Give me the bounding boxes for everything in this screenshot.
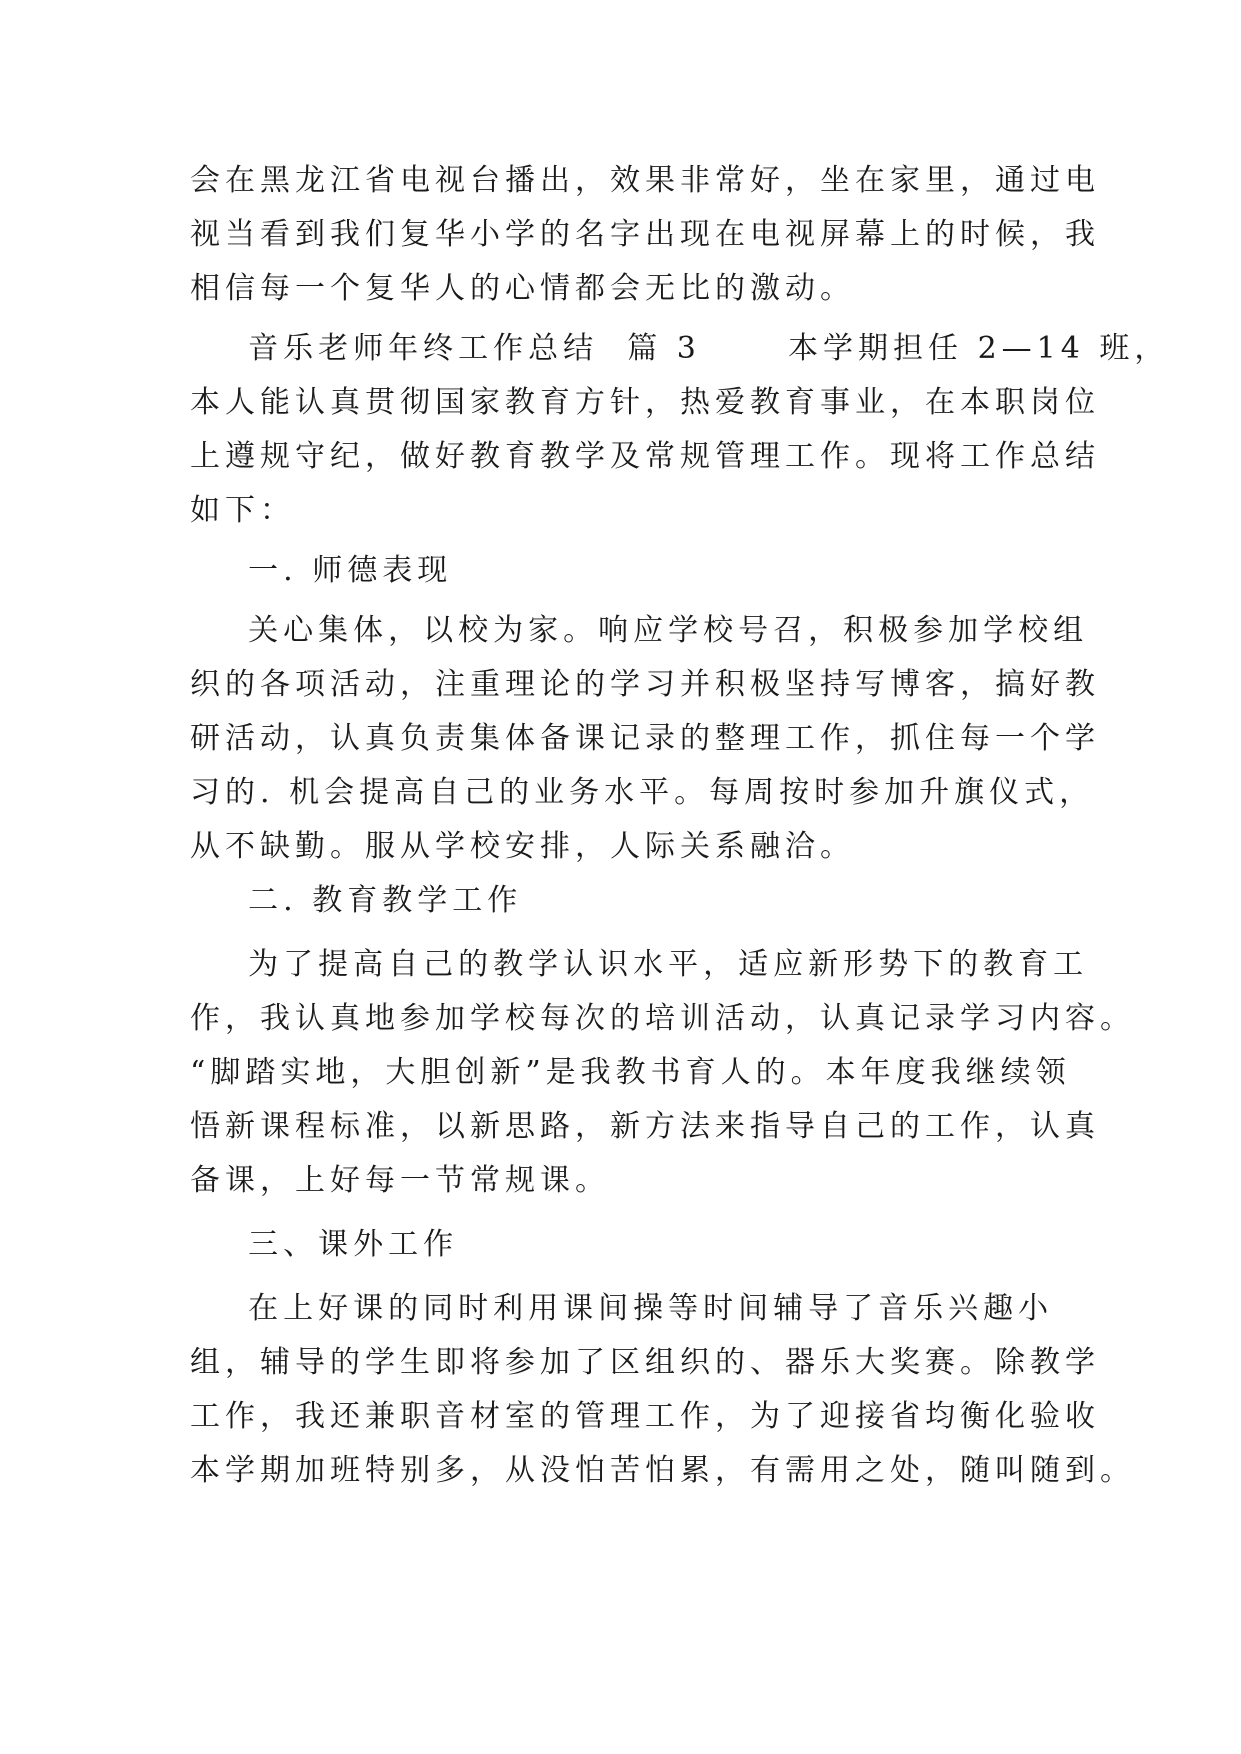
text-line: 关心集体，以校为家。响应学校号召，积极参加学校组 <box>190 613 1089 648</box>
text-line: 习的. 机会提高自己的业务水平。每周按时参加升旗仪式， <box>190 775 1095 810</box>
text-line: 为了提高自己的教学认识水平，适应新形势下的教育工 <box>190 947 1089 982</box>
section-heading: 二. 教育教学工作 <box>190 883 523 918</box>
text-line: 视当看到我们复华小学的名字出现在电视屏幕上的时候，我 <box>190 217 1100 252</box>
text-line: 从不缺勤。服从学校安排，人际关系融洽。 <box>190 829 855 864</box>
text-line: “脚踏实地，大胆创新”是我教书育人的。本年度我继续领 <box>190 1055 1071 1090</box>
text-line: 上遵规守纪，做好教育教学及常规管理工作。现将工作总结 <box>190 439 1100 474</box>
text-line: 相信每一个复华人的心情都会无比的激动。 <box>190 271 855 306</box>
text-line: 作，我认真地参加学校每次的培训活动，认真记录学习内容。 <box>190 1001 1135 1036</box>
text-line: 组，辅导的学生即将参加了区组织的、器乐大奖赛。除教学 <box>190 1345 1100 1380</box>
text-line: 备课，上好每一节常规课。 <box>190 1163 610 1198</box>
section-heading: 一. 师德表现 <box>190 553 453 588</box>
section-heading: 三、课外工作 <box>190 1227 459 1262</box>
text-line: 悟新课程标准，以新思路，新方法来指导自己的工作，认真 <box>190 1109 1100 1144</box>
section-heading-line: 音乐老师年终工作总结 篇 3 本学期担任 2—14 班， <box>190 331 1170 366</box>
text-line: 在上好课的同时利用课间操等时间辅导了音乐兴趣小 <box>190 1291 1054 1326</box>
text-line: 本学期加班特别多，从没怕苦怕累，有需用之处，随叫随到。 <box>190 1453 1135 1488</box>
text-line: 本人能认真贯彻国家教育方针，热爱教育事业，在本职岗位 <box>190 385 1100 420</box>
text-line: 工作，我还兼职音材室的管理工作，为了迎接省均衡化验收 <box>190 1399 1100 1434</box>
text-line: 织的各项活动，注重理论的学习并积极坚持写博客，搞好教 <box>190 667 1100 702</box>
document-body <box>190 154 1170 1498</box>
text-line: 会在黑龙江省电视台播出，效果非常好，坐在家里，通过电 <box>190 163 1100 198</box>
text-line: 如下： <box>190 493 295 528</box>
text-line: 研活动，认真负责集体备课记录的整理工作，抓住每一个学 <box>190 721 1100 756</box>
